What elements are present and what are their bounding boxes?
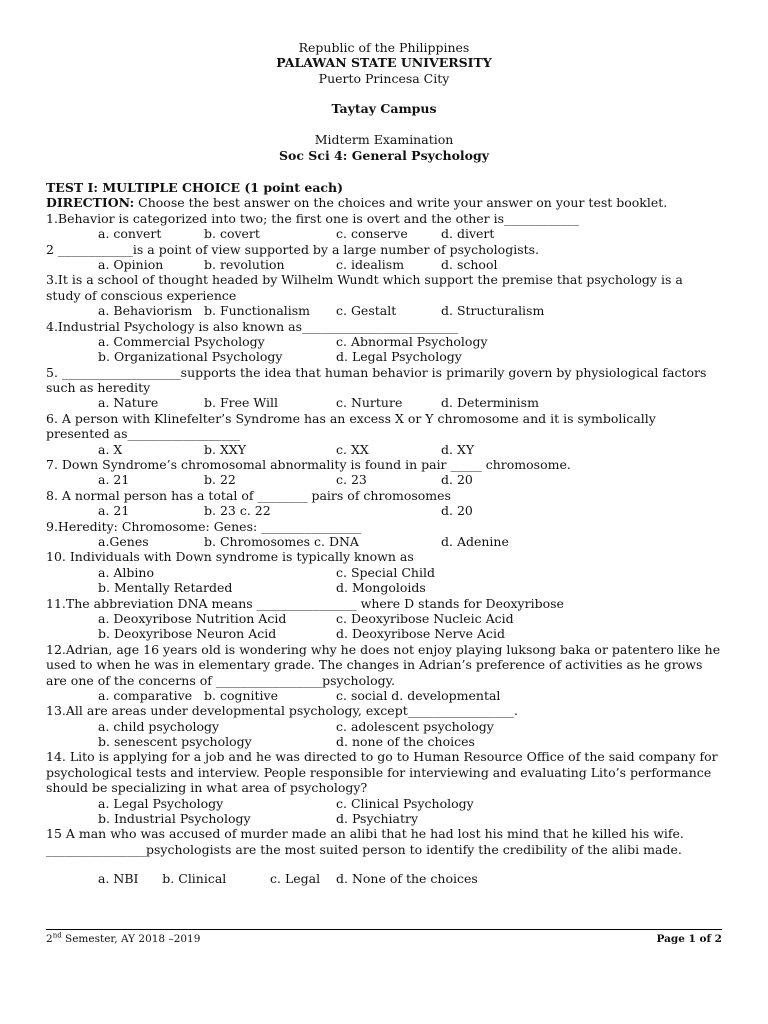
options-row (46, 395, 722, 410)
answer-option: b. Industrial Psychology (98, 811, 251, 827)
question-7 (46, 457, 722, 488)
options-row (46, 442, 722, 457)
answer-option: d. Legal Psychology (336, 349, 462, 365)
question-text: should be specializing in what area of psychology? (46, 780, 368, 796)
answer-option: a. Behaviorism (98, 303, 193, 319)
answer-option: d. divert (441, 226, 495, 242)
answer-option: c. Gestalt (336, 303, 397, 319)
answer-option: d. Deoxyribose Nerve Acid (336, 626, 506, 642)
answer-option: a. Deoxyribose Nutrition Acid (98, 610, 287, 626)
answer-option: d. Adenine (441, 533, 509, 549)
answer-option: c. Clinical Psychology (336, 795, 474, 811)
question-list (46, 211, 722, 887)
answer-option: a. child psychology (98, 718, 220, 734)
answer-option: b. senescent psychology (98, 734, 252, 750)
answer-option: a. Legal Psychology (98, 795, 224, 811)
footer-semester: 2nd Semester, AY 2018 –2019 (46, 931, 201, 945)
question-text: are one of the concerns of _________________psychology. (46, 672, 396, 688)
options-row (46, 503, 722, 518)
question-text: psychological tests and interview. People responsible for interviewing and evaluating Lito’s performance (46, 764, 712, 780)
answer-option: a. comparative (98, 687, 193, 703)
question-text: 8. A normal person has a total of ________ pairs of chromosomes (46, 487, 451, 503)
answer-option: c. adolescent psychology (336, 718, 494, 734)
answer-option: c. XX (336, 441, 369, 457)
question-1 (46, 211, 722, 242)
answer-option: a. 21 (98, 503, 130, 519)
answer-option: a. Nature (98, 395, 159, 411)
answer-option: a. Opinion (98, 256, 164, 272)
question-text: 3.It is a school of thought headed by Wilhelm Wundt which support the premise that psychology is a (46, 272, 683, 288)
options-row (46, 580, 722, 595)
footer-divider (46, 929, 722, 930)
answer-option: d. Psychiatry (336, 811, 419, 827)
question-text: 12.Adrian, age 16 years old is wondering why he does not enjoy playing luksong baka or patentero like he (46, 641, 721, 657)
answer-option: d. Structuralism (441, 303, 545, 319)
question-text: 11.The abbreviation DNA means ________________ where D stands for Deoxyribose (46, 595, 564, 611)
question-text: ________________psychologists are the most suited person to identify the credibility of the alibi made. (46, 841, 682, 857)
answer-option: c. social d. developmental (336, 687, 501, 703)
answer-option: a. convert (98, 226, 162, 242)
question-text: presented as__________________ (46, 426, 241, 442)
options-row (46, 472, 722, 487)
answer-option: b. Mentally Retarded (98, 580, 233, 596)
question-text: 5. ___________________supports the idea that human behavior is primarily govern by physiological factors (46, 364, 707, 380)
page-number: Page 1 of 2 (656, 933, 722, 945)
exam-body (46, 180, 722, 887)
answer-option: b. Functionalism (204, 303, 311, 319)
question-12 (46, 642, 722, 704)
answer-option: b. Organizational Psychology (98, 349, 283, 365)
question-text: study of conscious experience (46, 287, 237, 303)
question-10 (46, 549, 722, 595)
answer-option: b. cognitive (204, 687, 279, 703)
answer-option: b. 23 c. 22 (204, 503, 271, 519)
answer-option: b. Chromosomes c. DNA (204, 533, 359, 549)
answer-option: c. Deoxyribose Nucleic Acid (336, 610, 514, 626)
test-title: TEST I: MULTIPLE CHOICE (1 point each) (46, 180, 344, 195)
options-row (46, 611, 722, 626)
question-13 (46, 703, 722, 749)
answer-option: a. X (98, 441, 123, 457)
options-row (46, 534, 722, 549)
answer-option: a. Commercial Psychology (98, 333, 265, 349)
options-row (46, 349, 722, 364)
options-row (46, 871, 722, 886)
question-text: 9.Heredity: Chromosome: Genes: ________________ (46, 518, 362, 534)
answer-option: c. Special Child (336, 564, 435, 580)
question-text: 13.All are areas under developmental psychology, except_________________. (46, 703, 518, 719)
answer-option: d. 20 (441, 472, 473, 488)
question-text: used to when he was in elementary grade. The changes in Adrian’s preference of activities as he grows (46, 657, 703, 673)
question-9 (46, 519, 722, 550)
city-line: Puerto Princesa City (318, 71, 450, 86)
answer-option: b. Deoxyribose Neuron Acid (98, 626, 277, 642)
options-row (46, 719, 722, 734)
spacer (46, 857, 722, 871)
question-8 (46, 488, 722, 519)
question-text: 1.Behavior is categorized into two; the first one is overt and the other is____________ (46, 210, 580, 226)
answer-option: d. school (441, 256, 498, 272)
options-row (46, 796, 722, 811)
answer-option: a. 21 (98, 472, 130, 488)
question-text: 6. A person with Klinefelter’s Syndrome has an excess X or Y chromosome and it is symbolically (46, 410, 656, 426)
campus-name: Taytay Campus (331, 101, 437, 116)
question-3 (46, 272, 722, 318)
answer-option: b. XXY (204, 441, 246, 457)
question-2 (46, 242, 722, 273)
answer-option: b. Free Will (204, 395, 278, 411)
answer-option: d. 20 (441, 503, 473, 519)
options-row (46, 811, 722, 826)
question-text: 2 ____________is a point of view supported by a large number of psychologists. (46, 241, 540, 257)
exam-title: Midterm Examination (314, 132, 454, 147)
options-row (46, 257, 722, 272)
answer-option: c. idealism (336, 256, 405, 272)
question-4 (46, 319, 722, 365)
answer-option: d. Determinism (441, 395, 539, 411)
question-text: 7. Down Syndrome’s chromosomal abnormality is found in pair _____ chromosome. (46, 457, 571, 473)
answer-option: b. 22 (204, 472, 236, 488)
question-15 (46, 826, 722, 886)
answer-option: d. Mongoloids (336, 580, 426, 596)
answer-option: c. Abnormal Psychology (336, 333, 488, 349)
question-text: 10. Individuals with Down syndrome is typically known as (46, 549, 414, 565)
options-row (46, 688, 722, 703)
options-row (46, 226, 722, 241)
options-row (46, 734, 722, 749)
answer-option: a. Albino (98, 564, 154, 580)
direction-line (46, 195, 722, 210)
options-row (46, 303, 722, 318)
answer-option: d. none of the choices (336, 734, 475, 750)
question-14 (46, 749, 722, 826)
republic-line: Republic of the Philippines (298, 40, 470, 55)
options-row (46, 565, 722, 580)
answer-option: a.Genes (98, 533, 149, 549)
question-text: 14. Lito is applying for a job and he was directed to go to Human Resource Office of the said company for (46, 749, 718, 765)
answer-option: d. XY (441, 441, 475, 457)
answer-option: c. Nurture (336, 395, 403, 411)
question-text: such as heredity (46, 380, 151, 396)
question-6 (46, 411, 722, 457)
question-11 (46, 596, 722, 642)
direction-label: DIRECTION: (46, 195, 135, 211)
question-text: 4.Industrial Psychology is also known as_________________________ (46, 318, 459, 334)
answer-option: c. 23 (336, 472, 367, 488)
answer-option: b. revolution (204, 256, 285, 272)
direction-text: Choose the best answer on the choices and write your answer on your test booklet. (134, 195, 668, 211)
answer-option: b. covert (204, 226, 260, 242)
question-5 (46, 365, 722, 411)
options-row (46, 334, 722, 349)
options-row (46, 626, 722, 641)
answer-option: a. NBI b. Clinical c. Legal d. None of the choices (98, 871, 478, 887)
course-title: Soc Sci 4: General Psychology (278, 148, 489, 163)
question-text: 15 A man who was accused of murder made an alibi that he had lost his mind that he killed his wife. (46, 826, 684, 842)
university-name: PALAWAN STATE UNIVERSITY (276, 55, 492, 70)
answer-option: c. conserve (336, 226, 408, 242)
